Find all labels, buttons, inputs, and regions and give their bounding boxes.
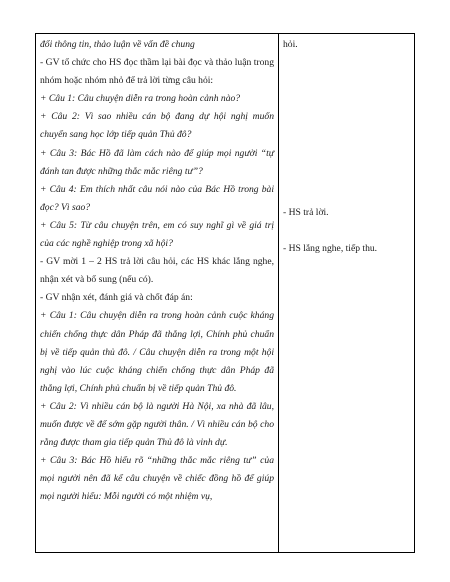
question-4: + Câu 4: Em thích nhất câu nói nào của Bác Hồ trong bài đọc? Vì sao? [40,183,274,213]
answer-1: + Câu 1: Câu chuyện diễn ra trong hoàn cảnh cuộc kháng chiến chống thực dân Pháp đã thắng lợi, Chính phủ chuẩn bị về tiếp quản thủ đô. / Câu chuyện diễn ra trong một hội nghị vào lúc cuộc kháng chiến chống thực dân Pháp đã thắng lợi, Chính phủ chuẩn bị về tiếp quản Thủ đô. [40,310,274,394]
lesson-table [35,33,415,553]
teacher-activity-column [36,34,279,552]
question-5: + Câu 5: Từ câu chuyện trên, em có suy nghĩ gì về giá trị của các nghề nghiệp trong xã hội? [40,219,274,250]
paragraph: đổi thông tin, thảo luận về vấn đề chung [40,39,195,50]
paragraph: - GV tổ chức cho HS đọc thầm lại bài đọc và thảo luận trong nhóm hoặc nhóm nhỏ để trả lời từng câu hỏi: [40,57,274,87]
question-2: + Câu 2: Vì sao nhiều cán bộ đang dự hội nghị muốn chuyển sang học lớp tiếp quản Thủ đô? [40,111,274,141]
answer-3: + Câu 3: Bác Hồ hiểu rõ “những thắc mắc riêng tư” của mọi người nên đã kể câu chuyện về chiếc đồng hồ để giúp mọi người hiểu: Mỗi người có một nhiệm vụ, [40,455,274,503]
student-activity-column [279,34,414,552]
student-response: hỏi. [283,39,298,50]
student-response: - HS trả lời. [283,207,329,218]
question-1: + Câu 1: Câu chuyện diễn ra trong hoàn cảnh nào? [40,93,241,105]
question-3: + Câu 3: Bác Hồ đã làm cách nào để giúp mọi người “tự đánh tan được những thắc mắc riêng tư”? [40,147,274,177]
paragraph: - GV mời 1 – 2 HS trả lời câu hỏi, các HS khác lắng nghe, nhận xét và bổ sung (nếu có). [40,256,274,286]
student-response: - HS lắng nghe, tiếp thu. [283,243,378,254]
paragraph: - GV nhận xét, đánh giá và chốt đáp án: [40,292,193,304]
answer-2: + Câu 2: Vì nhiều cán bộ là người Hà Nội, xa nhà đã lâu, muốn được về để sớm gặp người thân. / Vì nhiều cán bộ cho rằng được tham gia tiếp quản Thủ đô là vinh dự. [40,400,274,449]
